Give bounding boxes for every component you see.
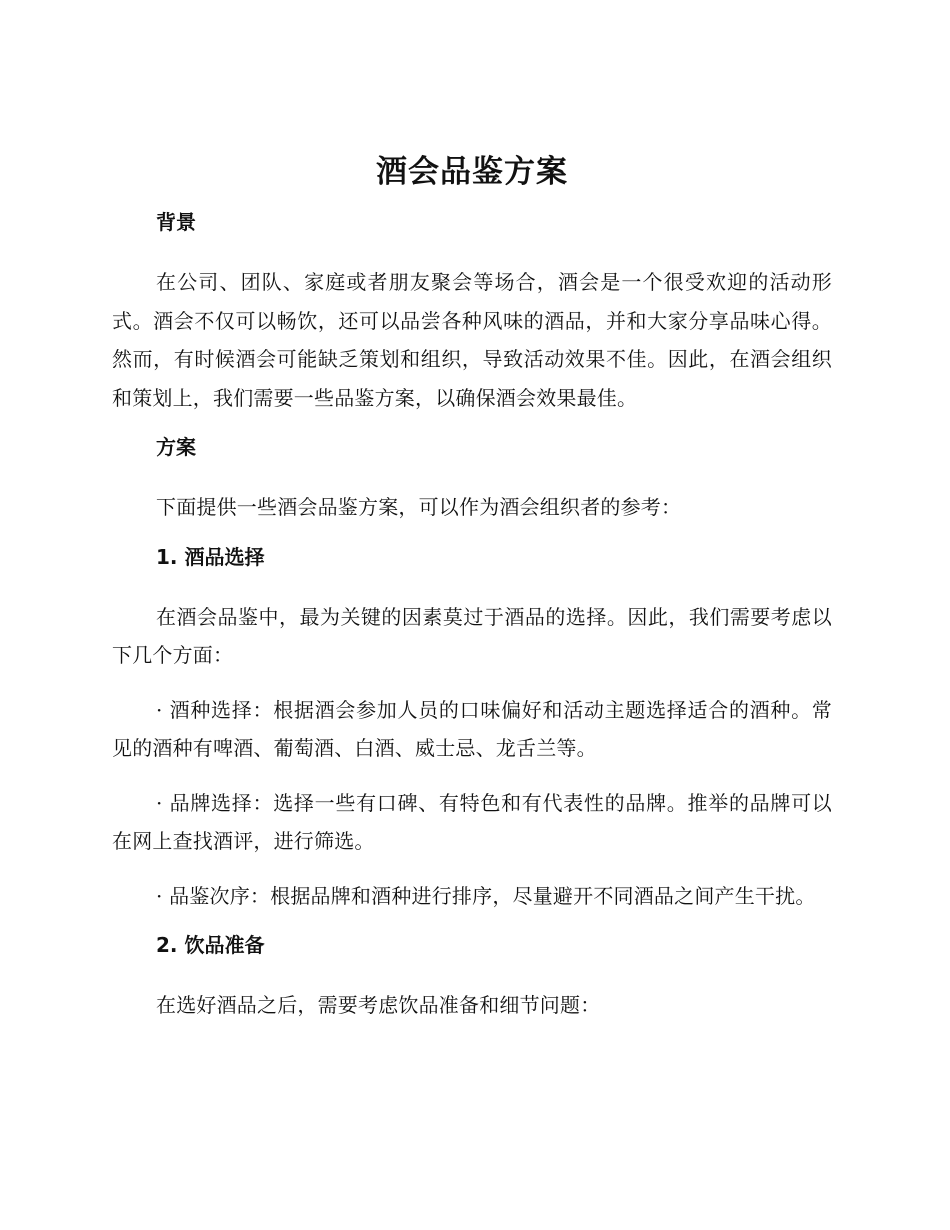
background-paragraph: 在公司、团队、家庭或者朋友聚会等场合，酒会是一个很受欢迎的活动形式。酒会不仅可以畅饮，还可以品尝各种风味的酒品，并和大家分享品味心得。然而，有时候酒会可能缺乏策划和组织，导致活动效果不佳。因此，在酒会组织和策划上，我们需要一些品鉴方案，以确保酒会效果最佳。 [112, 270, 832, 410]
drink-prep-intro-paragraph: 在选好酒品之后，需要考虑饮品准备和细节问题： [156, 993, 601, 1017]
document-title: 酒会品鉴方案 [376, 154, 568, 190]
wine-selection-intro-paragraph: 在酒会品鉴中，最为关键的因素莫过于酒品的选择。因此，我们需要考虑以下几个方面： [112, 604, 832, 667]
section-heading-plan: 方案 [156, 435, 196, 459]
section-heading-drink-prep: 2. 饮品准备 [156, 933, 265, 957]
document-page [112, 150, 832, 1041]
bullet-brand: · 品牌选择：选择一些有口碑、有特色和有代表性的品牌。推举的品牌可以在网上查找酒评，进行筛选。 [112, 790, 832, 853]
plan-intro-paragraph: 下面提供一些酒会品鉴方案，可以作为酒会组织者的参考： [156, 495, 682, 519]
section-heading-background: 背景 [156, 210, 196, 234]
bullet-wine-type: · 酒种选择：根据酒会参加人员的口味偏好和活动主题选择适合的酒种。常见的酒种有啤酒、葡萄酒、白酒、威士忌、龙舌兰等。 [112, 697, 832, 760]
bullet-tasting-order: · 品鉴次序：根据品牌和酒种进行排序，尽量避开不同酒品之间产生干扰。 [156, 883, 816, 908]
section-heading-wine-selection: 1. 酒品选择 [156, 544, 265, 569]
